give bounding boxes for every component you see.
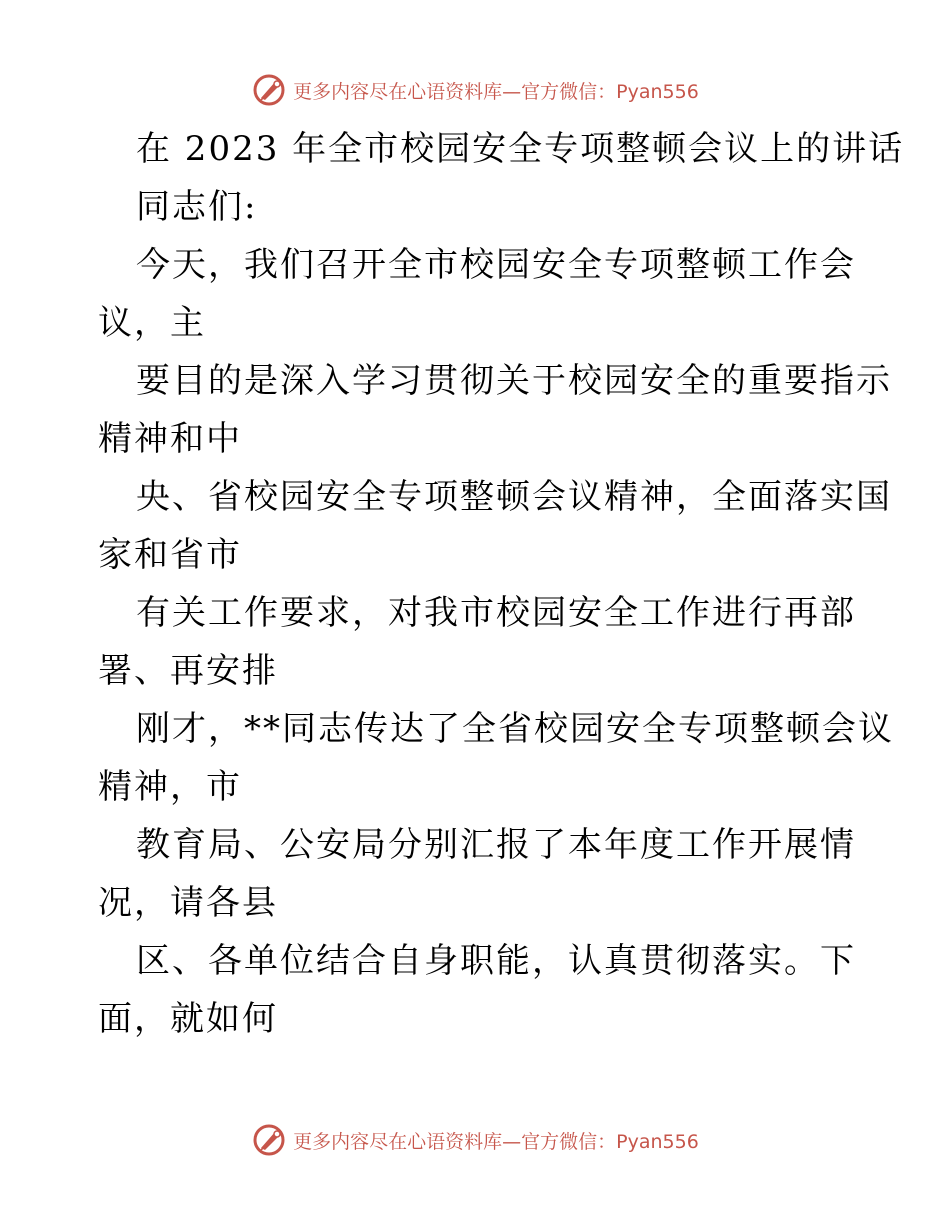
paragraph-line: 面，就如何 [98, 999, 278, 1039]
paragraph-line: 精神和中 [98, 419, 242, 459]
paragraph-line: 区、各单位结合自身职能，认真贯彻落实。下 [136, 941, 856, 981]
paragraph-line: 议，主 [98, 303, 206, 343]
document-title: 在 2023 年全市校园安全专项整顿会议上的讲话 [136, 129, 905, 169]
paragraph-line: 央、省校园安全专项整顿会议精神，全面落实国 [136, 477, 892, 517]
paragraph-line: 要目的是深入学习贯彻关于校园安全的重要指示 [136, 361, 892, 401]
paragraph-line: 有关工作要求，对我市校园安全工作进行再部 [136, 593, 856, 633]
header-watermark [0, 70, 950, 110]
watermark-text: 更多内容尽在心语资料库—官方微信：Pyan556 [293, 80, 699, 103]
footer-watermark [0, 1120, 950, 1160]
watermark-group [251, 1122, 699, 1158]
paragraph-line: 刚才，**同志传达了全省校园安全专项整顿会议 [136, 709, 894, 749]
pen-nib-logo-icon [251, 1122, 287, 1158]
paragraph-line: 况，请各县 [98, 883, 278, 923]
paragraph-line: 教育局、公安局分别汇报了本年度工作开展情 [136, 825, 856, 865]
watermark-group [251, 72, 699, 108]
salutation: 同志们: [136, 187, 258, 227]
paragraph-line: 家和省市 [98, 535, 242, 575]
paragraph-line: 署、再安排 [98, 651, 278, 691]
watermark-text: 更多内容尽在心语资料库—官方微信：Pyan556 [293, 1130, 699, 1153]
paragraph-line: 精神，市 [98, 767, 242, 807]
pen-nib-logo-icon [251, 72, 287, 108]
paragraph-line: 今天，我们召开全市校园安全专项整顿工作会 [136, 245, 856, 285]
